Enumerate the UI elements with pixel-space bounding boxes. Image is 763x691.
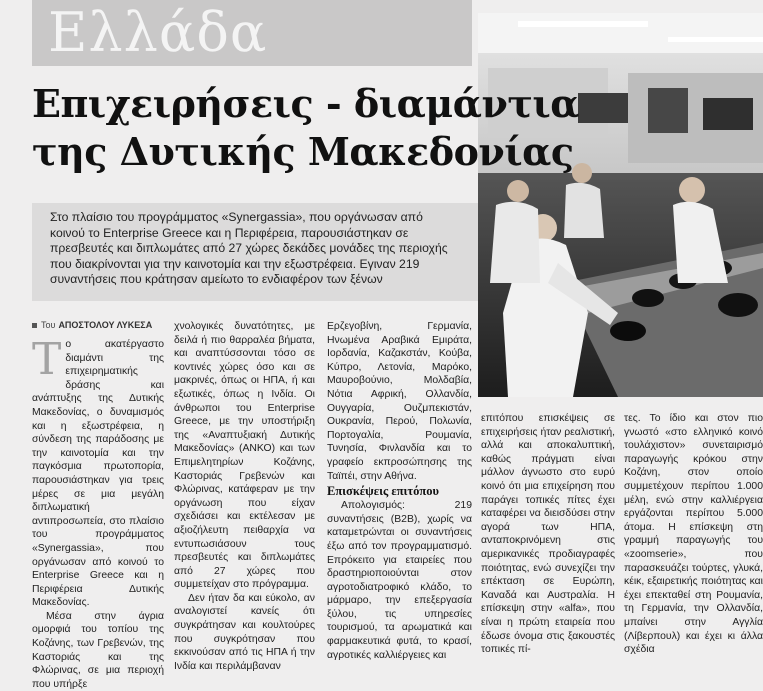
- body-column-1: [32, 334, 164, 690]
- body-paragraph: Ερζεγοβίνη, Γερμανία, Ηνωμένα Αραβικά Εμιράτα, Ιορδανία, Καζακστάν, Κούβα, Κύπρο, Λετονία, Μαρόκο, Μαυροβούνιο, Μολδαβία, Νότια Αφρική, Ολλανδία, Ουγγαρία, Ουζμπεκιστάν, Ουκρανία, Περού, Πολωνία, Πορτογαλία, Ρουμανία, Τυνησία, Φινλανδία και το γραφείο εκπροσώπησης της Ταϊπέι, στην Αθήνα.: [327, 321, 472, 482]
- section-title: Ελλάδα: [48, 1, 268, 64]
- article-photo: [478, 13, 763, 397]
- body-column-3: [327, 320, 472, 661]
- body-paragraph: Δεν ήταν δα και εύκολο, αν αναλογιστεί κανείς ότι συγκράτησαν και κουλτούρες που συγκρότησαν που εκκινούσαν από τις ΗΠΑ ή την Ινδία και περιλάμβαναν: [174, 592, 315, 672]
- dropcap: Τ: [32, 334, 62, 385]
- body-paragraph: [32, 334, 164, 610]
- byline-author: ΑΠΟΣΤΟΛΟΥ ΛΥΚΕΣΑ: [58, 320, 153, 330]
- body-column-4: [481, 412, 616, 656]
- body-paragraph: Απολογισμός: 219 συναντήσεις (B2B), χωρίς να καταμετρώνται οι συναντήσεις έξω από τον προγραμματισμό. Επρόκειτο για εταιρείες που δραστηριοποιούνται στον αγροτοδιατροφικό κλάδο, το μάρμαρο, την επεξεργασία ξύλου, τις υπηρεσίες τουρισμού, τα αρωματικά και φαρμακευτικά φυτά, το κρασί, αγροτικές καλλιέργειες και: [327, 500, 472, 661]
- headline-line-2: της Δυτικής Μακεδονίας: [32, 129, 574, 174]
- lead-paragraph: Στο πλαίσιο του προγράμματος «Synergassia», που οργάνωσαν από κοινού το Enterprise Greece και η Περιφέρεια, παρουσιάστηκαν σε πρεσβευτές και διπλωμάτες από 27 χώρες δεκάδες μονάδες της περιοχής που διακρίνονται για την καινοτομία και την εξωστρέφεια. Εγιναν 219 συναντήσεις που κράτησαν αμείωτο το ενδιαφέρον των ξένων: [50, 210, 448, 287]
- body-paragraph: Μέσα στην άγρια ομορφιά του τοπίου της Κοζάνης, των Γρεβενών, της Καστοριάς και της Φλώρινας, σε μια περιοχή που υπήρξε: [32, 610, 164, 690]
- headline: [32, 80, 592, 176]
- byline: [32, 320, 152, 330]
- subheading: Επισκέψεις επιτόπου: [327, 484, 440, 499]
- byline-prefix: Του: [41, 320, 56, 330]
- byline-marker: [32, 323, 37, 328]
- bakery-photo-illustration: [478, 13, 763, 397]
- body-paragraph: τες. Το ίδιο και στον πιο γνωστό «στο ελληνικό κοινό τουλάχιστον» συνεταιρισμό παραγωγής κρόκου στην Κοζάνη, στον οποίο συμμετέχουν περίπου 1.000 μέλη, ενώ στην καλλιέργεια εργάζονται περίπου 5.000 άτομα. Η επίσκεψη στη γραμμή παραγωγής του «zoomserie», που παρασκευάζει τούρτες, γλυκά, κέικ, εξαιρετικής ποιότητας και έχει επεκταθεί στη Ρουμανία, τη Γερμανία, την Ολλανδία, μπαίνει στην Αγγλία (Λίβερπουλ) και έχει κι άλλα σχέδια: [624, 413, 763, 656]
- body-column-2: [174, 320, 315, 672]
- headline-line-1: Επιχειρήσεις - διαμάντια: [32, 81, 580, 126]
- body-text: ο ακατέργαστο διαμάντι της επιχειρηματικής δράσης και ανάπτυξης της Δυτικής Μακεδονίας, ο δυναμισμός και η εξωστρέφεια, η σύνδεση της παράδοσης με την καινοτομία και την παγκόσμια πρωτοπορία, παρουσιάστηκαν για τρεις μέρες σε μια μεγάλη διπλωματική αντιπροσωπεία, στο πλαίσιο του προγράμματος «Synergassia», που οργάνωσαν από κοινού το Enterprise Greece και η Περιφέρεια Δυτικής Μακεδονίας.: [32, 339, 164, 609]
- body-paragraph: χνολογικές δυνατότητες, με δειλά ή πιο θαρραλέα βήματα, και αναπτύσσονται τόσο σε κοντινές χώρες όσο και σε μακρινές, όπως οι ΗΠΑ, ή και εξωτικές, όπως η Ινδία. Οι άνθρωποι του Enterprise Greece, με την υποστήριξη της «Αναπτυξιακή Δυτικής Μακεδονίας» (ΑΝΚΟ) και των Επιμελητηρίων Κοζάνης, Καστοριάς Γρεβενών και Φλώρινας, κατάφεραν με την οργάνωση που είχαν σχεδιάσει και εκτέλεσαν με αξιοζήλευτη πειθαρχία να εντυπωσιάσουν τους πρεσβευτές και διπλωμάτες από 27 χώρες που συμμετείχαν στο πρόγραμμα.: [174, 321, 315, 591]
- body-paragraph: επιτόπου επισκέψεις σε επιχειρήσεις ήταν ρεαλιστική, αλλά και αποκαλυπτική, καθώς πράγματι είναι μάλλον άγνωστο στο ευρύ κοινό ότι μια επιχείρηση που παράγει τοπικές πίτες έχει καταφέρει να διεισδύσει στην αγορά των ΗΠΑ, ανταποκρινόμενη στις αμερικανικές προδιαγραφές ποιότητας, ενώ συνεχίζει την επέκταση σε Ευρώπη, Καναδά και Αυστραλία. Η επίσκεψη στην «alfa», που είναι η πρώτη εταιρεία που έδωσε όνομα στις ξακουστές τοπικές πί-: [481, 413, 616, 656]
- body-column-5: [624, 412, 763, 656]
